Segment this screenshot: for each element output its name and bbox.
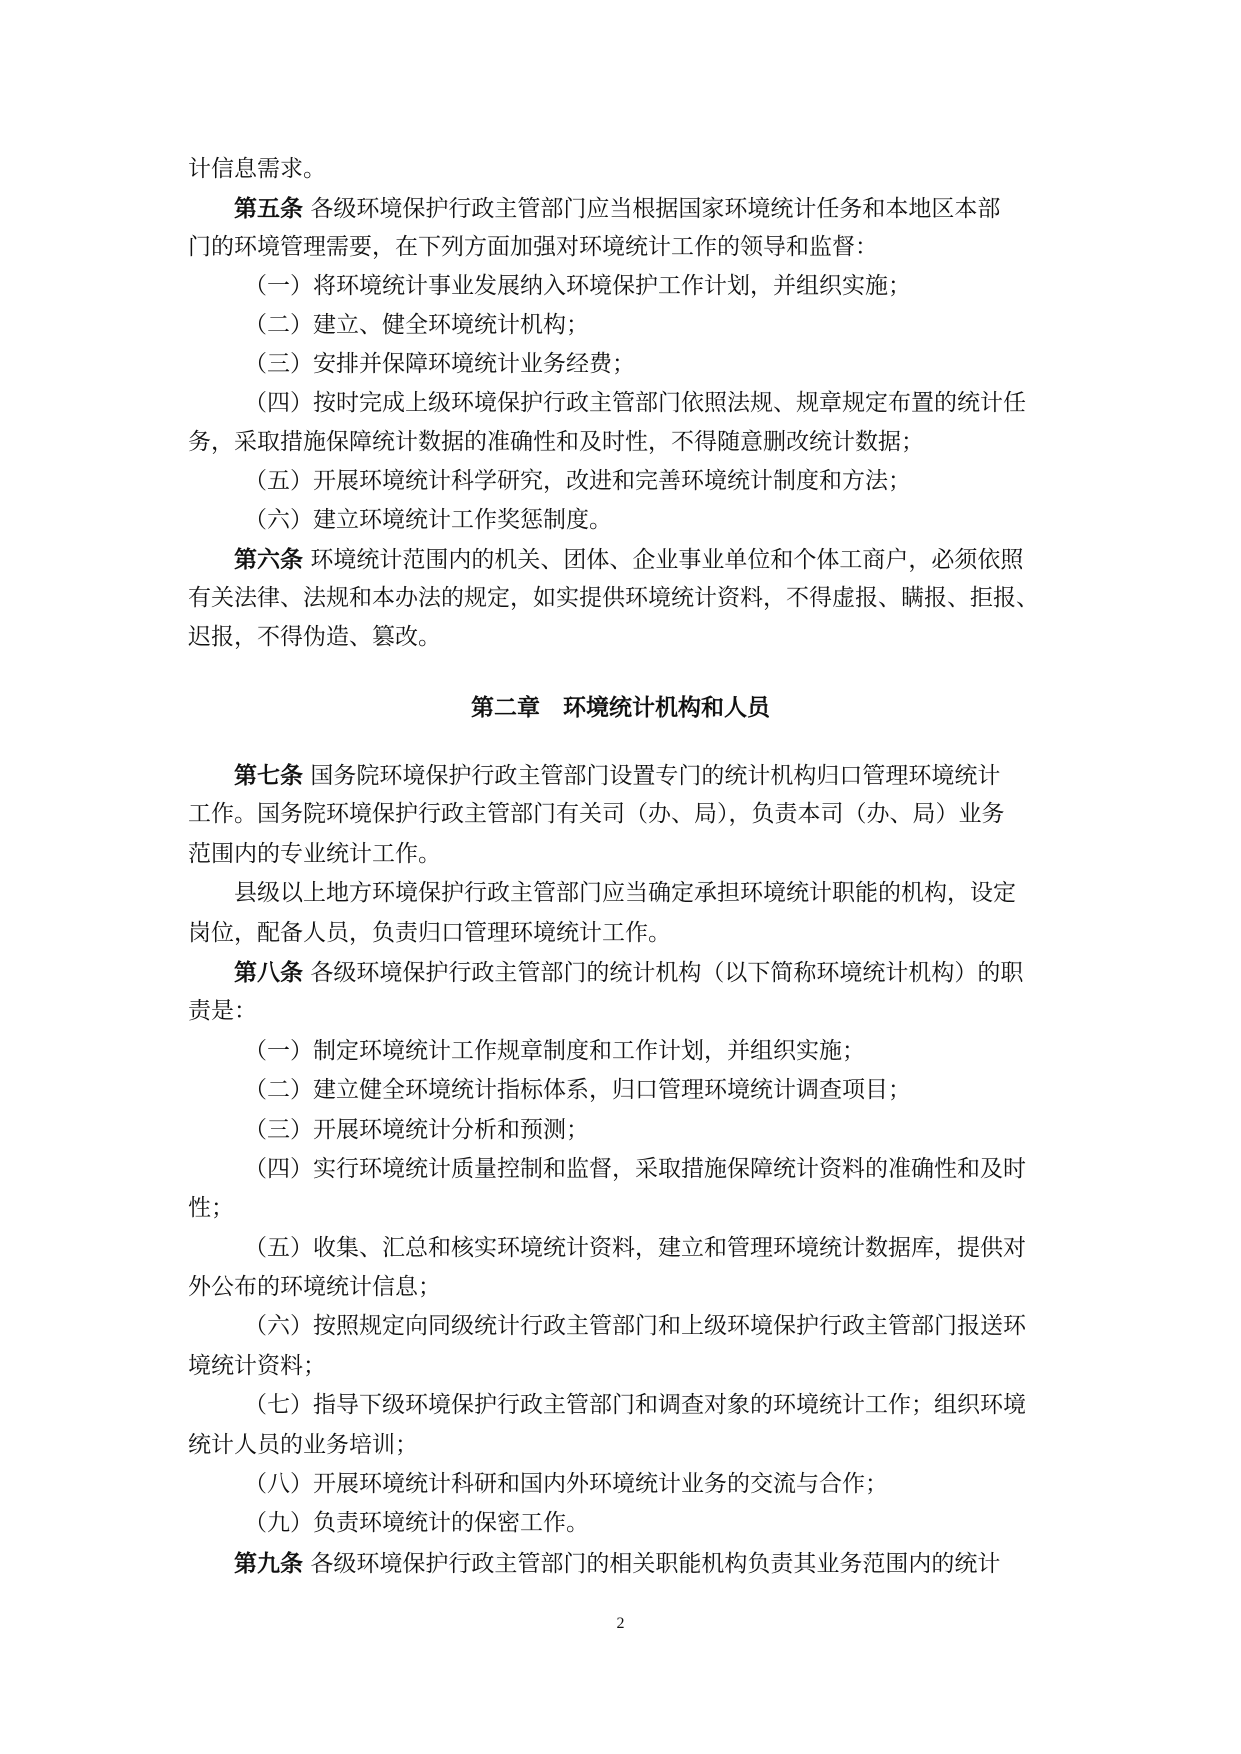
article-label: 第九条 xyxy=(234,1549,303,1577)
text-line: 境统计资料； xyxy=(188,1352,326,1379)
list-item: （二）建立、健全环境统计机构； xyxy=(244,312,589,338)
list-item: （五）开展环境统计科学研究，改进和完善环境统计制度和方法； xyxy=(244,468,911,494)
article-6-line: 第六条 环境统计范围内的机关、团体、企业事业单位和个体工商户，必须依照 xyxy=(234,546,1024,573)
list-item: （二）建立健全环境统计指标体系，归口管理环境统计调查项目； xyxy=(244,1077,911,1104)
article-7-line: 第七条 国务院环境保护行政主管部门设置专门的统计机构归口管理环境统计 xyxy=(234,762,1001,789)
list-item: （九）负责环境统计的保密工作。 xyxy=(244,1510,589,1537)
text-line: 性； xyxy=(188,1195,234,1222)
text-line: 责是： xyxy=(188,998,257,1025)
list-item: （五）收集、汇总和核实环境统计资料，建立和管理环境统计数据库，提供对 xyxy=(244,1234,1026,1261)
list-item: （一）制定环境统计工作规章制度和工作计划，并组织实施； xyxy=(244,1037,865,1064)
list-item: （三）安排并保障环境统计业务经费； xyxy=(244,351,635,377)
body-text-bottom xyxy=(188,756,1078,1583)
list-item: （七）指导下级环境保护行政主管部门和调查对象的环境统计工作；组织环境 xyxy=(244,1392,1026,1419)
list-item: （四）按时完成上级环境保护行政主管部门依照法规、规章规定布置的统计任 xyxy=(244,390,1026,416)
article-label: 第七条 xyxy=(234,762,303,789)
article-8-line: 第八条 各级环境保护行政主管部门的统计机构（以下简称环境统计机构）的职 xyxy=(234,958,1024,986)
article-label: 第五条 xyxy=(234,195,303,222)
body-text-top xyxy=(188,150,1078,657)
text-line: 范围内的专业统计工作。 xyxy=(188,840,441,867)
text-line: 统计人员的业务培训； xyxy=(188,1431,418,1458)
article-5-line: 第五条 各级环境保护行政主管部门应当根据国家环境统计任务和本地区本部 xyxy=(234,195,1001,222)
text-line: 务，采取措施保障统计数据的准确性和及时性，不得随意删改统计数据； xyxy=(188,429,924,455)
list-item: （一）将环境统计事业发展纳入环境保护工作计划，并组织实施； xyxy=(244,273,911,299)
text-line: 外公布的环境统计信息； xyxy=(188,1274,441,1301)
text-line: 岗位，配备人员，负责归口管理环境统计工作。 xyxy=(188,919,671,946)
list-item: （六）按照规定向同级统计行政主管部门和上级环境保护行政主管部门报送环 xyxy=(244,1313,1026,1340)
article-label: 第六条 xyxy=(234,546,303,573)
text-line: 门的环境管理需要，在下列方面加强对环境统计工作的领导和监督： xyxy=(188,234,878,260)
text-line: 迟报，不得伪造、篡改。 xyxy=(188,624,441,650)
list-item: （八）开展环境统计科研和国内外环境统计业务的交流与合作； xyxy=(244,1471,888,1498)
article-9-line: 第九条 各级环境保护行政主管部门的相关职能机构负责其业务范围内的统计 xyxy=(234,1549,1001,1577)
text-line: 有关法律、法规和本办法的规定，如实提供环境统计资料，不得虚报、瞒报、拒报、 xyxy=(188,585,1039,611)
text-line: 计信息需求。 xyxy=(188,156,326,182)
article-label: 第八条 xyxy=(234,958,303,986)
list-item: （三）开展环境统计分析和预测； xyxy=(244,1116,589,1143)
page-number: 2 xyxy=(616,1615,625,1632)
list-item: （六）建立环境统计工作奖惩制度。 xyxy=(244,507,612,533)
chapter-title: 第二章 环境统计机构和人员 xyxy=(471,694,770,721)
text-line: 县级以上地方环境保护行政主管部门应当确定承担环境统计职能的机构，设定 xyxy=(234,880,1016,907)
list-item: （四）实行环境统计质量控制和监督，采取措施保障统计资料的准确性和及时 xyxy=(244,1155,1026,1182)
text-line: 工作。国务院环境保护行政主管部门有关司（办、局），负责本司（办、局）业务 xyxy=(188,801,1005,828)
